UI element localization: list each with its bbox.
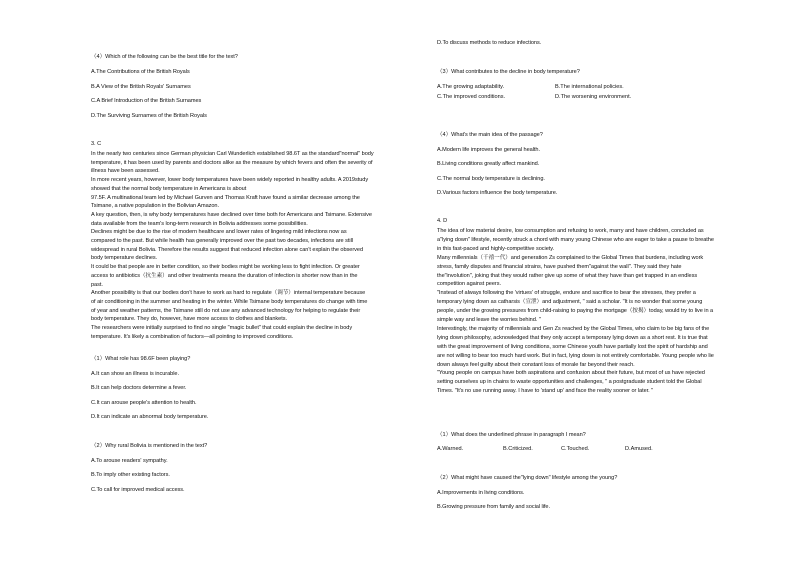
passage-line: the"involution", joking that they would rather give up some of what they have than get trapped in an endless xyxy=(437,272,698,279)
question-stem: （2）What might have caused the"lying down" lifestyle among the young? xyxy=(437,475,618,481)
option-b: B.It can help doctors determine a fever. xyxy=(91,385,187,391)
question-stem: （3）What contributes to the decline in body temperature? xyxy=(437,69,580,75)
passage-line: illness have been assessed. xyxy=(91,168,160,175)
passage-line: body temperature. They do, however, have more access to clothes and blankets. xyxy=(91,316,287,323)
option-d: D.To discuss methods to reduce infections. xyxy=(437,40,542,46)
passage-line: temperature, it has been used by parents and doctors alike as the measure by which fevers and often the severity of xyxy=(91,159,373,166)
question-stem: （4）What's the main idea of the passage? xyxy=(437,132,543,138)
passage-line: temporary lying down as catharsis（宣泄）and adjustment, " said a scholar. "It is no wonder that some young xyxy=(437,299,703,306)
option-a: A.To arouse readers' sympathy. xyxy=(91,458,168,464)
passage-line: down always feel guilty about their constant loss of morale far beyond their reach. xyxy=(437,361,635,368)
passage-line: compared to the past. But while health has generally improved over the past two decades, infections are still xyxy=(91,238,353,244)
option-d: D.It can indicate an abnormal body temperature. xyxy=(91,414,209,420)
passage-line: setting ourselves up in chains to waste opportunities and challenges, " a postgraduate student told the Global xyxy=(437,379,702,386)
option-c: C.The improved conditions. xyxy=(437,94,506,100)
question-stem: （4）Which of the following can be the best title for the text? xyxy=(91,54,238,60)
option-c: C.Touched. xyxy=(561,446,590,452)
option-a: A.The Contributions of the British Royals xyxy=(91,69,190,75)
passage-line: with the great improvement of living conditions, some Chinese youth have partially lost the spirit of hardship and xyxy=(437,343,708,350)
passage-line: are not willing to bear too much hard work. But in fact, lying down is not entirely comfortable. Young people who lie xyxy=(437,352,714,359)
option-c: C.It can arouse people's attention to health. xyxy=(91,400,197,406)
option-b: B.Living conditions greatly affect mankind. xyxy=(437,161,540,167)
passage-line: widespread in rural Bolivia. Therefore the results suggest that reduced infection alone can't explain the observed xyxy=(91,246,364,253)
option-c: C.To call for improved medical access. xyxy=(91,487,185,493)
option-a: A.It can show an illness is incurable. xyxy=(91,371,179,377)
passage-line: of year and weather patterns, the Tsimane still do not use any advanced technology for helping to regulate their xyxy=(91,307,361,314)
passage-line: "Young people on campus have both aspirations and confusion about their future, but most of us have rejected xyxy=(437,370,705,377)
option-b: B.Criticized. xyxy=(503,446,533,452)
passage-line: It could be that people are in better condition, so their bodies might be working less to fight infection. Or greater xyxy=(91,264,360,271)
option-a: A.The growing adaptability. xyxy=(437,84,505,90)
option-a: A.Modern life improves the general health. xyxy=(437,147,540,153)
passage-line: Declines might be due to the rise of modern healthcare and lower rates of lingering mild infections now as xyxy=(91,229,347,236)
section-label: 4. D xyxy=(437,218,448,224)
passage-line: lying down philosophy, acknowledged that they only accept a temporary lying down as a short rest. It is true that xyxy=(437,334,708,341)
passage-line: The idea of low material desire, low consumption and refusing to work, marry and have children, concluded as xyxy=(437,228,704,234)
passage-line: Times. "It's no use running away. I have to 'stand up' and face the reality sooner or later. " xyxy=(437,388,654,395)
passage-line: showed that the normal body temperature in Americans is about xyxy=(91,185,247,192)
passage-line: a"lying down" lifestyle, recently struck a chord with many young Chinese who are eager to take a pause to breathe xyxy=(437,236,714,243)
passage-line: 97.5F. A multinational team led by Michael Gurven and Thomas Kraft have found a similar decrease among the xyxy=(91,194,360,201)
option-d: D.Amused. xyxy=(625,446,653,452)
passage-line: A key question, then, is why body temperatures have declined over time both for Americans and Tsimane. Extensive xyxy=(91,211,372,218)
passage-line: simple way and leave the worries behind. " xyxy=(437,317,541,323)
option-c: C.The normal body temperature is declining. xyxy=(437,176,545,182)
option-b: B.The international policies. xyxy=(555,84,624,90)
section-label: 3. C xyxy=(91,141,102,147)
passage-line: temperature. It's likely a combination of factors—all pointing to improved conditions. xyxy=(91,333,294,340)
passage-line: past. xyxy=(91,281,103,288)
option-d: D.The worsening environment. xyxy=(555,94,632,100)
option-d: D.The Surviving Surnames of the British Royals xyxy=(91,113,207,119)
question-stem: （1）What does the underlined phrase in paragraph I mean? xyxy=(437,432,586,438)
option-b: B.Growing pressure from family and social life. xyxy=(437,504,550,510)
passage-line: in this fast-paced and highly-competitive society. xyxy=(437,245,555,252)
option-d: D.Various factors influence the body temperature. xyxy=(437,190,558,196)
passage-line: In the nearly two centuries since German physician Carl Wunderlich established 98.6T as the standard"normal" body xyxy=(91,151,374,157)
passage-line: stress, family disputes and financial strains, have pushed them"against the wall". They said they hate xyxy=(437,263,682,270)
option-b: B.To imply other existing factors. xyxy=(91,472,170,478)
option-a: A.Improvements in living conditions. xyxy=(437,490,525,496)
option-b: B.A View of the British Royals' Surnames xyxy=(91,84,191,90)
passage-line: In more recent years, however, lower body temperatures have been widely reported in healthy adults. A 2019study xyxy=(91,177,369,184)
passage-line: competition against peers. xyxy=(437,281,501,288)
passage-line: Another possibility is that our bodies don't have to work as hard to regulate（调节）internal temperature because xyxy=(91,290,366,297)
passage-line: people, under the growing pressures from child-raising to paying the mortgage（按揭）today, would try to live in a xyxy=(437,308,714,315)
passage-line: access to antibiotics（抗生素）and other treatments means the duration of infection is shorter now than in the xyxy=(91,272,358,279)
passage-line: of air conditioning in the summer and heating in the winter. While Tsimane body temperatures do change with time xyxy=(91,298,368,305)
passage-line: Tsimane, a native population in the Bolivian Amazon. xyxy=(91,203,220,210)
option-a: A.Warned. xyxy=(437,446,464,452)
passage-line: data available from the team's long-term research in Bolivia addresses some possibilities. xyxy=(91,220,308,227)
passage-line: The researchers were initially surprised to find no single "magic bullet" that could explain the decline in body xyxy=(91,325,353,331)
passage-line: "Instead of always following the 'virtues' of struggle, endure and sacrifice to bear the stresses, they prefer a xyxy=(437,290,696,297)
passage-line: Many millennials（千禧一代）and generation Zs complained to the Global Times that burdens, including work xyxy=(437,254,704,261)
question-stem: （2）Why rural Bolivia is mentioned in the text? xyxy=(91,443,208,449)
question-stem: （1）What role has 98.6F been playing? xyxy=(91,356,191,362)
passage-line: body temperature declines. xyxy=(91,255,158,262)
option-c: C.A Brief Introduction of the British Surnames xyxy=(91,98,202,104)
passage-line: Interestingly, the majority of millennials and Gen Zs reached by the Global Times, who claim to be big fans of the xyxy=(437,325,710,332)
